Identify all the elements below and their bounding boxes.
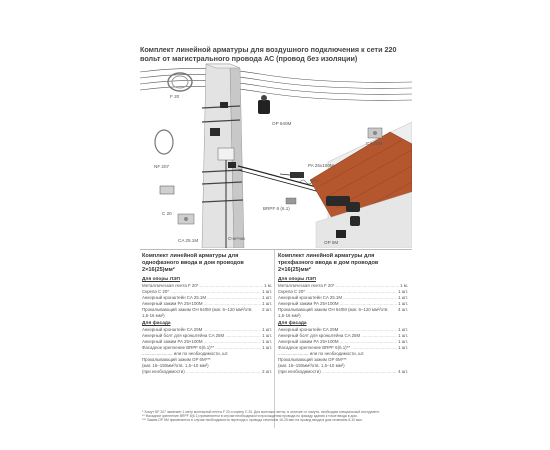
list-item: Металлическая лента F 20* ..... 1 м.	[142, 283, 272, 289]
band-coil-f20	[168, 73, 192, 91]
list-item: Фасадное крепление BRPF 6(6.1)** ..... 1 шт.	[142, 345, 272, 351]
list-item: Анкерный кронштейн CA 25M ..... 1 шт.	[142, 327, 272, 333]
single-phase-header: Комплект линейной арматуры для однофазного ввода в дом проводов 2×16(25)мм²	[142, 253, 244, 273]
list-item: Анкерный зажим PA 25×100M ..... 1 шт.	[278, 301, 408, 307]
list-item: Металлическая лента F 20* ..... 1 м.	[278, 283, 408, 289]
house	[310, 122, 412, 248]
single-phase-kit	[142, 253, 272, 375]
callout-counter: Счетчик	[228, 236, 246, 241]
list-item-spec: (маг. 16–150мм²/отв. 1,5–10 мм²)	[142, 362, 209, 368]
three-phase-header: Комплект линейной арматуры для трехфазного ввода в дом проводов 2×16(25)мм²	[278, 253, 379, 273]
divider	[140, 249, 412, 250]
list-item-spec: (маг. 16–150мм²/отв. 1,5–10 мм²)	[278, 362, 345, 368]
bracket-ca25m	[368, 128, 382, 138]
list-item: Прокалывающий зажим OP 6M***	[278, 356, 347, 362]
three-phase-kit	[278, 253, 408, 375]
list-item: Анкерный кронштейн CA 25.1M ..... 1 шт.	[278, 295, 408, 301]
list-item: Анкерный кронштейн CA 25M ..... 1 шт.	[278, 327, 408, 333]
facade-section-title: Для фасада	[278, 321, 307, 327]
list-item-note: (при необходимости) ..... 2 шт.	[142, 369, 272, 375]
list-item: Скрепа С 20* ..... 1 шт.	[278, 289, 408, 295]
clip-c20	[160, 186, 174, 194]
callout-op6m: OP 6M	[324, 240, 339, 245]
facade-fixing-brpf6	[286, 198, 296, 204]
facade-section-title: Для фасада	[142, 321, 171, 327]
footnote: *** Зажим OP 6M применяется в случае необходимости перехода с провода сечением 16-25 мм² на провод ввода в дом сечением 6-10 мм².	[142, 418, 363, 423]
piercing-clamp-op6m	[336, 230, 346, 238]
list-item: Анкерный зажим PA 25×100M ..... 1 шт.	[142, 301, 272, 307]
installation-illustration	[140, 62, 412, 248]
list-item: Анкерный болт для кронштейна CA 25M ..... 1 шт.	[278, 333, 408, 339]
pole-section-title: Для опоры ЛЭП	[142, 277, 180, 282]
callout-op640m: OP 640M	[272, 121, 292, 126]
callout-c20: С 20	[162, 211, 172, 216]
list-item: Скрепа С 20* ..... 1 шт.	[142, 289, 272, 295]
clamp-nf207	[155, 130, 173, 154]
pole-section-title: Для опоры ЛЭП	[278, 277, 316, 282]
note: ......................... или по необходимости, шт.	[142, 351, 229, 357]
callout-f20: F 20	[170, 94, 180, 99]
callout-nf207: NF 207	[154, 164, 170, 169]
list-item: Прокалывающий зажим OH 640М (маг. 6–120 мм²/отв. 1,5-16 мм²) 4 шт.	[278, 306, 408, 318]
column-divider	[274, 250, 275, 428]
footnotes	[142, 410, 412, 422]
footnote: ** Фасадное крепление BRPF 6(6.1) применяется в случае необходимости прохождения провода по фасаду здания к точке ввода в дом.	[142, 414, 358, 419]
callout-ca25m: CA 25M	[366, 141, 383, 146]
list-item: Анкерный кронштейн CA 25.1M ..... 1 шт.	[142, 295, 272, 301]
note: ......................... или по необходимости, шт.	[278, 351, 365, 357]
bracket-ca25-1m	[178, 214, 194, 224]
callout-ca25-1m: CA 25.1M	[178, 238, 199, 243]
callout-pa25x100m: PA 25x100M	[308, 163, 334, 168]
mainline-wire-1	[140, 68, 412, 82]
list-item: Анкерный зажим PA 25×100M ..... 1 шт.	[142, 339, 272, 345]
page-title: Комплект линейной арматуры для воздушного подключения к сети 220 вольт от магистрального провода АС (провод без изоляции)	[140, 45, 397, 63]
footnote: * Хомут NF 207 заменяет 1 метр монтажной ленты F 20 и скрепу С 20. Для монтажа ленты, в отличие от хомута, необходим специальный инструмент.	[142, 410, 380, 414]
list-item: Прокалывающий зажим OP 6M***	[142, 356, 211, 362]
list-item: Прокалывающий зажим OH 640М (маг. 6–120 мм²/отв. 1,5-16 мм²) 2 шт.	[142, 306, 272, 318]
list-item: Анкерный зажим PA 25×100M ..... 1 шт.	[278, 339, 408, 345]
callout-brpf6: BRPF 6 (6.1)	[263, 206, 290, 211]
anchor-clamp-pa25	[280, 172, 304, 178]
list-item-note: (при необходимости) ..... 4 шт.	[278, 369, 408, 375]
list-item: Анкерный болт для кронштейна CA 25M ..... 1 шт.	[142, 333, 272, 339]
list-item: Фасадное крепление BRPF 6(6.1)** ..... 1 шт.	[278, 345, 408, 351]
piercing-clamp-op640m	[258, 95, 270, 114]
